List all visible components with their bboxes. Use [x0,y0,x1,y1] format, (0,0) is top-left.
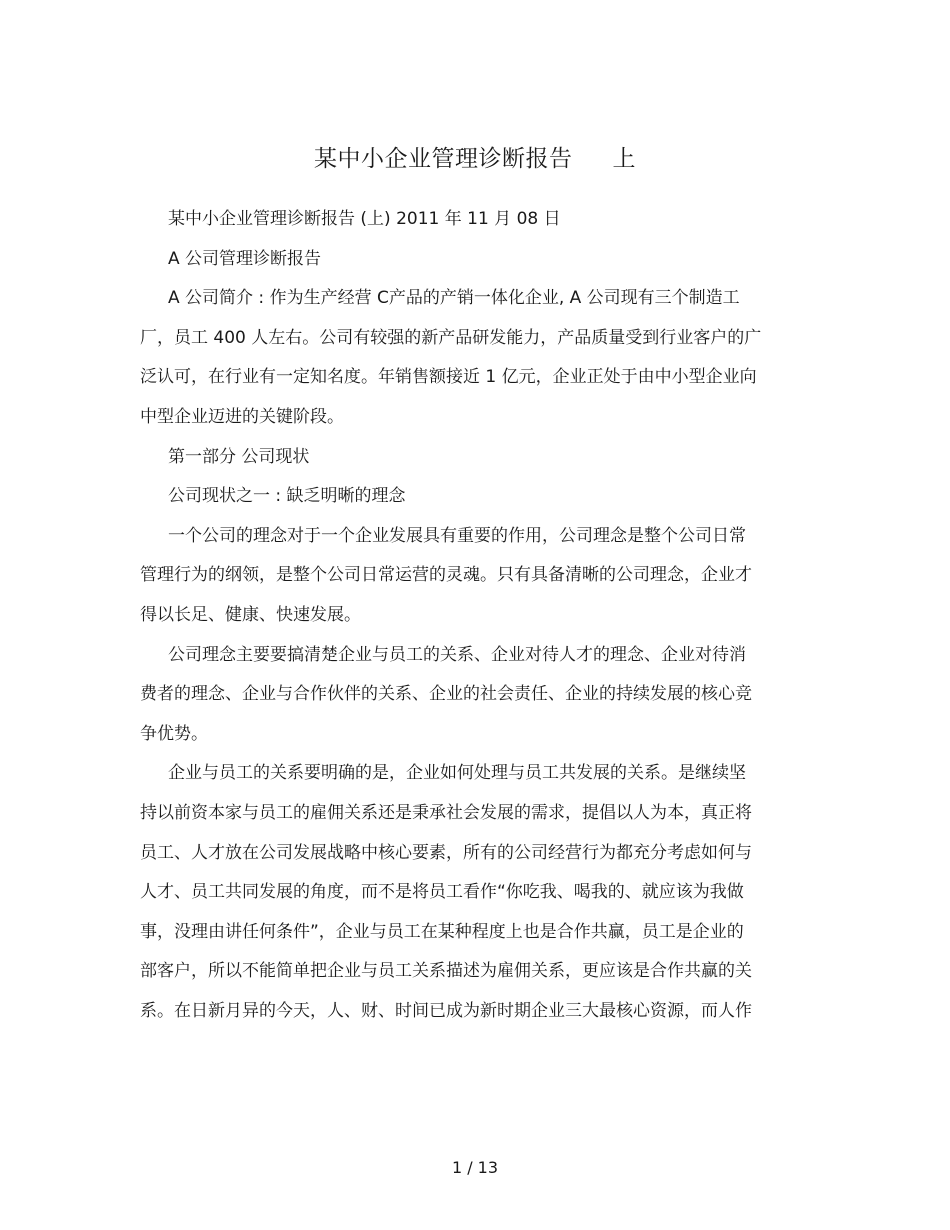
text-line: 公司理念主要要搞清楚企业与员工的关系、企业对待人才的理念、企业对待消 [168,644,746,665]
text-line: 员工、人才放在公司发展战略中核心要素，所有的公司经营行为都充分考虑如何与 [140,842,752,863]
page-indicator: 1 / 13 [451,1158,499,1177]
text-line: 得以长足、健康、快速发展。 [140,604,361,625]
text-line: A 公司管理诊断报告 [168,248,322,269]
text-line: 争优势。 [140,723,208,744]
text-line: 第一部分 公司现状 [168,446,310,467]
document-title [0,140,950,173]
text-line: 管理行为的纲领，是整个公司日常运营的灵魂。只有具备清晰的公司理念，企业才 [140,565,752,586]
text-line: 部客户，所以不能简单把企业与员工关系描述为雇佣关系，更应该是合作共赢的关 [140,961,752,982]
text-line: 费者的理念、企业与合作伙伴的关系、企业的社会责任、企业的持续发展的核心竞 [140,684,752,705]
text-line: 公司现状之一 : 缺乏明晰的理念 [168,486,406,507]
text-line: 事，没理由讲任何条件”，企业与员工在某种程度上也是合作共赢，员工是企业的 [140,921,744,942]
title-main: 某中小企业管理诊断报告 [314,146,573,172]
text-line: 系。在日新月异的今天，人、财、时间已成为新时期企业三大最核心资源，而人作 [140,1000,752,1021]
text-line: 某中小企业管理诊断报告 (上) 2011 年 11 月 08 日 [168,209,561,229]
text-line: 一个公司的理念对于一个企业发展具有重要的作用，公司理念是整个公司日常 [168,525,746,546]
title-tail: 上 [612,146,636,172]
text-line: 泛认可，在行业有一定知名度。年销售额接近 1 亿元，企业正处于由中小型企业向 [140,367,757,388]
text-line: 企业与员工的关系要明确的是，企业如何处理与员工共发展的关系。是继续坚 [168,763,746,784]
text-line: 中型企业迈进的关键阶段。 [140,406,344,427]
document-body [140,200,800,1031]
text-line: A 公司简介 : 作为生产经营 C产品的产销一体化企业, A 公司现有三个制造工 [168,288,740,309]
text-line: 持以前资本家与员工的雇佣关系还是秉承社会发展的需求，提倡以人为本，真正将 [140,802,752,823]
text-line: 人才、员工共同发展的角度，而不是将员工看作“你吃我、喝我的、就应该为我做 [140,882,744,903]
text-line: 厂，员工 400 人左右。公司有较强的新产品研发能力，产品质量受到行业客户的广 [140,327,762,348]
